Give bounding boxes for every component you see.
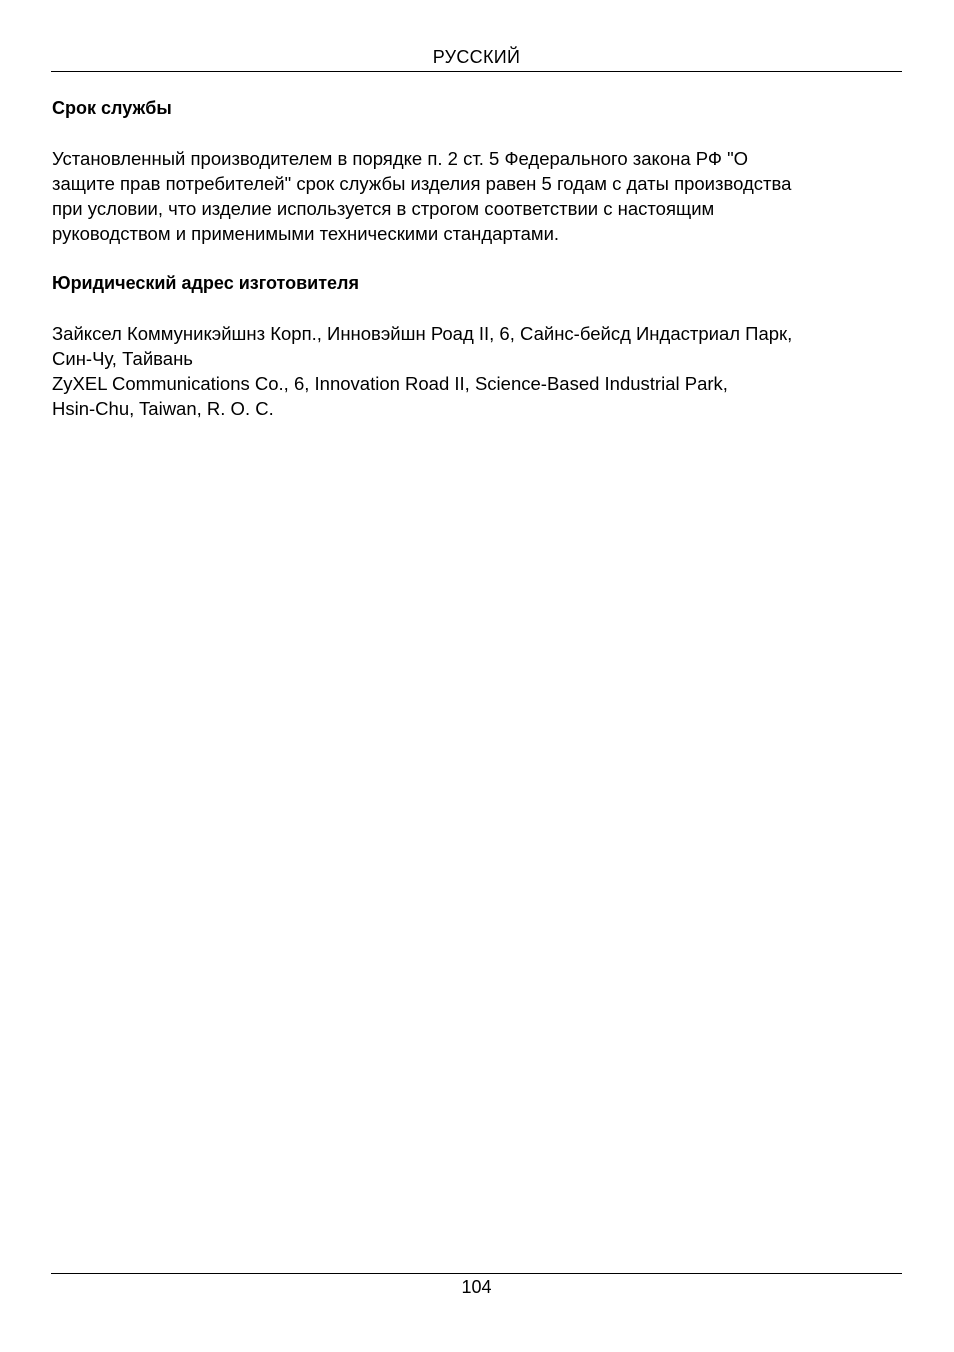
paragraph-line: Зайксел Коммуникэйшнз Корп., Инновэйшн Роад II, 6, Сайнс-бейсд Индастриал Парк, <box>52 323 793 344</box>
legal-address-paragraph <box>52 321 902 421</box>
paragraph-line: защите прав потребителей" срок службы изделия равен 5 годам с даты производства <box>52 173 792 194</box>
section-service-life <box>52 96 902 271</box>
section-heading-service-life: Срок службы <box>52 98 172 118</box>
page-content <box>52 96 902 421</box>
header-divider <box>51 71 902 72</box>
page-header-title: РУССКИЙ <box>432 47 521 67</box>
paragraph-line: Hsin-Chu, Taiwan, R. O. C. <box>52 398 274 419</box>
section-heading-legal-address: Юридический адрес изготовителя <box>52 273 359 293</box>
page-number: 104 <box>461 1277 492 1297</box>
footer-divider <box>51 1273 902 1274</box>
paragraph-line: при условии, что изделие используется в строгом соответствии с настоящим <box>52 198 715 219</box>
service-life-paragraph <box>52 146 902 246</box>
paragraph-line: ZyXEL Communications Co., 6, Innovation Road II, Science-Based Industrial Park, <box>52 373 728 394</box>
paragraph-line: Установленный производителем в порядке п. 2 ст. 5 Федерального закона РФ "О <box>52 148 749 169</box>
paragraph-line: руководством и применимыми техническими стандартами. <box>52 223 560 244</box>
section-legal-address <box>52 271 902 421</box>
paragraph-line: Син-Чу, Тайвань <box>52 348 193 369</box>
